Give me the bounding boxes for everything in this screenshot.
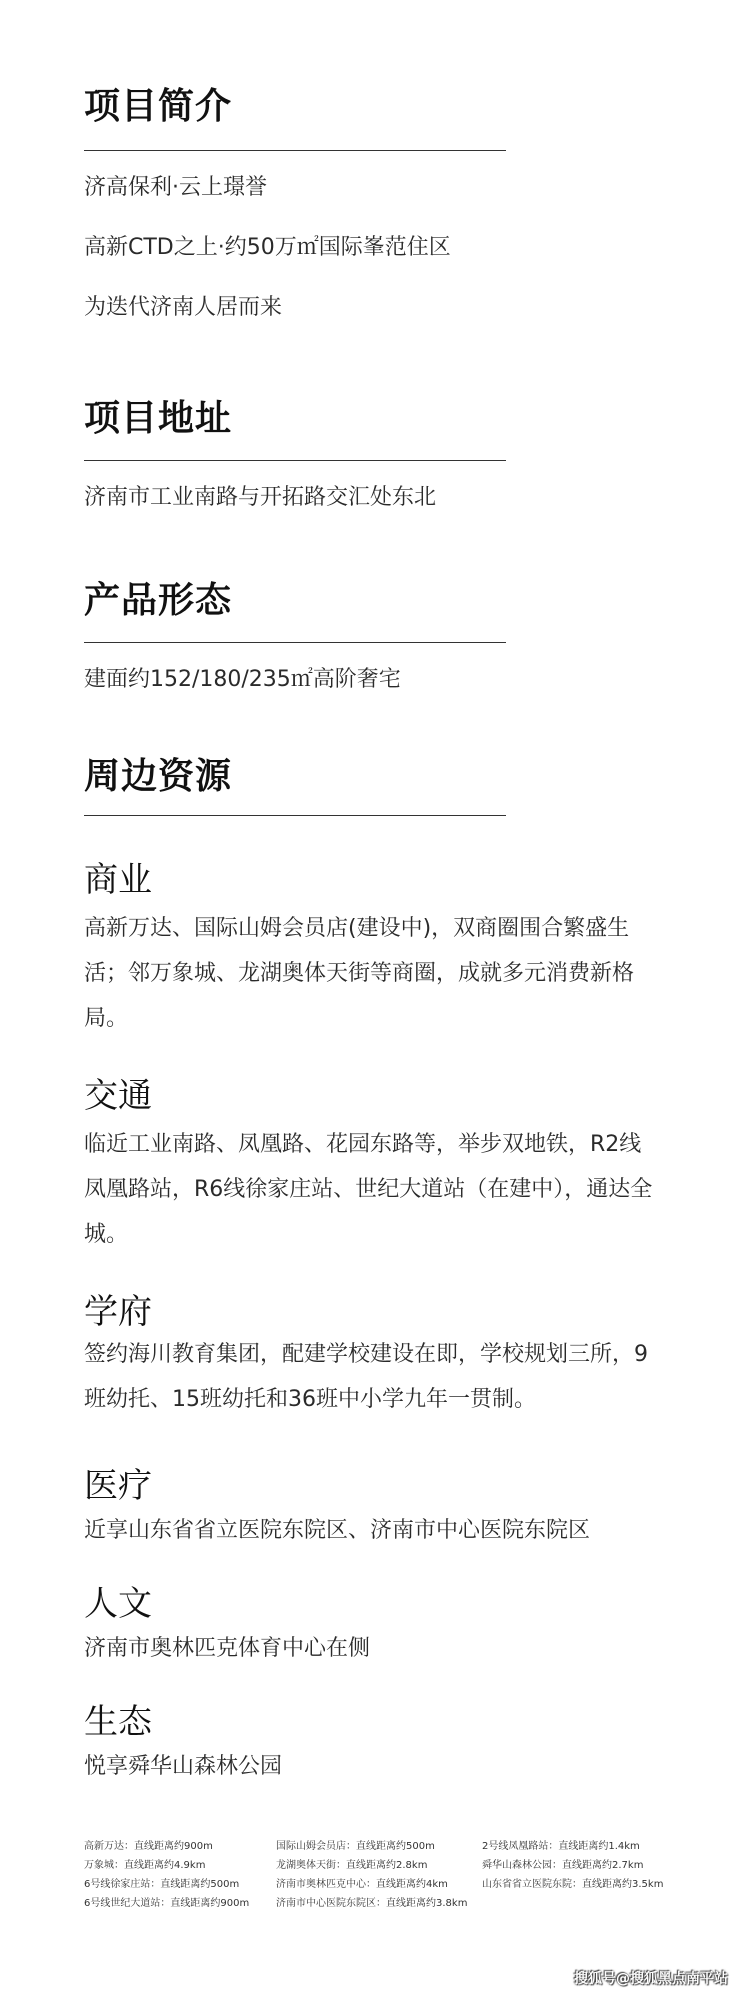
watermark: 搜狐号@搜狐黑点南平站: [574, 1971, 728, 1987]
product-title: 产品形态: [84, 580, 233, 621]
school-text: 签约海川教育集团，配建学校建设在即，学校规划三所，9班幼托、15班幼托和36班中小学九年一贯制。: [84, 1342, 648, 1412]
resources-divider: [84, 815, 506, 816]
intro-divider: [84, 150, 506, 151]
distance-note: 国际山姆会员店：直线距离约500m: [276, 1841, 435, 1852]
distance-note: 龙湖奥体天街：直线距离约2.8km: [276, 1860, 428, 1871]
commerce-heading: 商业: [84, 860, 152, 900]
address-title: 项目地址: [84, 398, 233, 439]
distance-note: 山东省省立医院东院：直线距离约3.5km: [482, 1879, 664, 1890]
school-heading: 学府: [84, 1292, 152, 1332]
distance-note: 济南市奥林匹克中心：直线距离约4km: [276, 1879, 448, 1890]
address-divider: [84, 460, 506, 461]
intro-title: 项目简介: [84, 86, 233, 127]
distance-note: 高新万达：直线距离约900m: [84, 1841, 213, 1852]
resources-title: 周边资源: [84, 756, 233, 797]
distance-note: 舜华山森林公园：直线距离约2.7km: [482, 1860, 644, 1871]
distance-note: 6号线徐家庄站：直线距离约500m: [84, 1879, 240, 1890]
intro-line-2: 高新CTD之上·约50万㎡国际峯范住区: [84, 235, 451, 260]
distance-note: 济南市中心医院东院区：直线距离约3.8km: [276, 1898, 468, 1909]
product-divider: [84, 642, 506, 643]
distance-note: 万象城：直线距离约4.9km: [84, 1860, 206, 1871]
transport-text: 临近工业南路、凤凰路、花园东路等，举步双地铁，R2线凤凰路站，R6线徐家庄站、世纪大道站（在建中），通达全城。: [84, 1132, 653, 1247]
transport-heading: 交通: [84, 1076, 152, 1116]
product-text: 建面约152/180/235㎡高阶奢宅: [84, 667, 401, 692]
ecology-text: 悦享舜华山森林公园: [84, 1754, 283, 1779]
distance-note: 6号线世纪大道站：直线距离约900m: [84, 1898, 250, 1909]
intro-line-3: 为迭代济南人居而来: [84, 295, 283, 320]
intro-line-1: 济高保利·云上璟誉: [84, 175, 267, 200]
address-text: 济南市工业南路与开拓路交汇处东北: [84, 485, 437, 510]
medical-heading: 医疗: [84, 1466, 152, 1506]
ecology-heading: 生态: [84, 1702, 152, 1742]
medical-text: 近享山东省省立医院东院区、济南市中心医院东院区: [84, 1518, 591, 1543]
culture-heading: 人文: [84, 1584, 152, 1624]
culture-text: 济南市奥林匹克体育中心在侧: [84, 1636, 371, 1661]
distance-note: 2号线凤凰路站：直线距离约1.4km: [482, 1841, 640, 1852]
commerce-text: 高新万达、国际山姆会员店(建设中)，双商圈围合繁盛生活；邻万象城、龙湖奥体天街等商圈，成就多元消费新格局。: [84, 916, 635, 1031]
